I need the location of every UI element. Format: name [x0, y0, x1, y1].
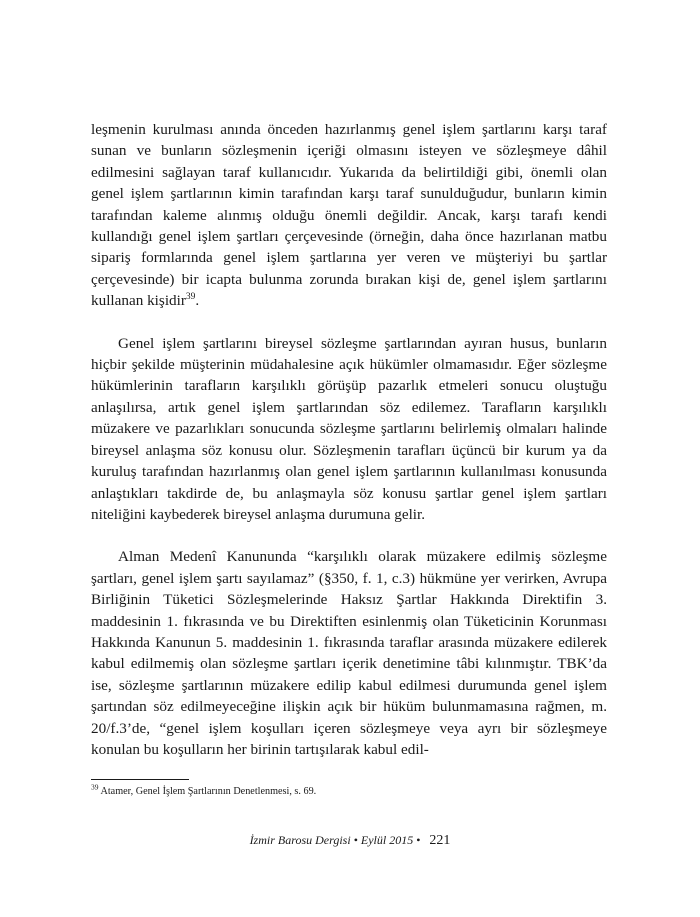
paragraph-2: Genel işlem şartlarını bireysel sözleşme şartlarından ayıran husus, bunların hiçbir şekilde müşterinin müdahalesine açık hükümler olmamasıdır. Eğer sözleşme hükümlerinin tarafların karşılıklı görüşüp pazarlık etmeleri sonucu oluştuğu anlaşılırsa, artık genel işlem şartlarından söz edilemez. Tarafların karşılıklı müzakere ve pazarlıkları sonucunda sözleşme şartlarını belirlemiş olmaları halinde bireysel anlaşma söz konusu olur. Sözleşmenin tarafları üçüncü bir kurum ya da kuruluş tarafından hazırlanmış olan genel işlem şartlarının kullanılması konusunda anlaştıkları takdirde de, bu anlaşmayla söz konusu şartlar genel işlem şartları niteliğini kaybederek bireysel anlaşma durumuna gelir.	[91, 334, 607, 523]
body-text	[91, 119, 607, 760]
page-footer	[0, 832, 700, 849]
footnote-number: 39	[91, 782, 99, 792]
footer-separator-2: •	[416, 833, 421, 847]
journal-name: İzmir Barosu Dergisi	[249, 833, 351, 847]
paragraph-3: Alman Medenî Kanununda “karşılıklı olarak müzakere edilmiş sözleşme şartları, genel işlem şartı sayılamaz” (§350, f. 1, c.3) hükmüne yer verirken, Avrupa Birliğinin Tüketici Sözleşmelerinde Haksız Şartlar Hakkında Direktifin 3. maddesinin 1. fıkrasında ve bu Direktiften esinlenmiş olan Tüketicinin Korunması Hakkında Kanunun 5. maddesinin 1. fıkrasında taraflar arasında müzakere edilerek kabul edilmemiş olan sözleşme şartları içerik denetimine tâbi kılınmıştır. TBK’da ise, sözleşme şartlarının müzakere edilip kabul edilmesi durumunda genel işlem şartından söz edilmeyeceğine ilişkin açık bir hüküm bulunmamasına rağmen, m. 20/f.3’de, “genel işlem koşulları içeren sözleşmeye veya ayrı bir sözleşmeye konulan bu koşulların her birinin tartışılarak kabul edil-	[91, 548, 607, 758]
paragraph-1-tail: .	[195, 292, 200, 310]
page-number: 221	[429, 833, 451, 848]
footer-separator: •	[353, 833, 358, 847]
paragraph-1-text: leşmenin kurulması anında önceden hazırlanmış genel işlem şartlarını karşı taraf sunan ve bunların sözleşmenin içeriği olmasını isteyen ve sözleşmeye dâhil edilmesini sağlayan taraf kullanıcıdır. Yukarıda da belirtildiği gibi, önemli olan genel işlem şartlarının kimin tarafından karşı taraf sunulduğudur, bunların kimin tarafından kaleme alınmış olduğu önemli değildir. Ancak, karşı tarafı kendi kullandığı genel işlem şartları çerçevesinde (örneğin, daha önce hazırlanan matbu sipariş formlarında genel işlem şartlarına yer veren ve müşteriyi bu şartlar çerçevesinde) bir icapta bulunma zorunda bırakan kişi de, genel işlem şartlarını kullanan kişidir	[91, 121, 607, 310]
footnote-reference: 39	[185, 292, 196, 303]
footnote	[91, 782, 607, 798]
journal-issue: Eylül 2015	[360, 833, 414, 847]
footnote-divider	[91, 779, 189, 780]
footnote-text: Atamer, Genel İşlem Şartlarının Denetlenmesi, s. 69.	[100, 786, 317, 797]
paragraph-1	[91, 119, 607, 312]
